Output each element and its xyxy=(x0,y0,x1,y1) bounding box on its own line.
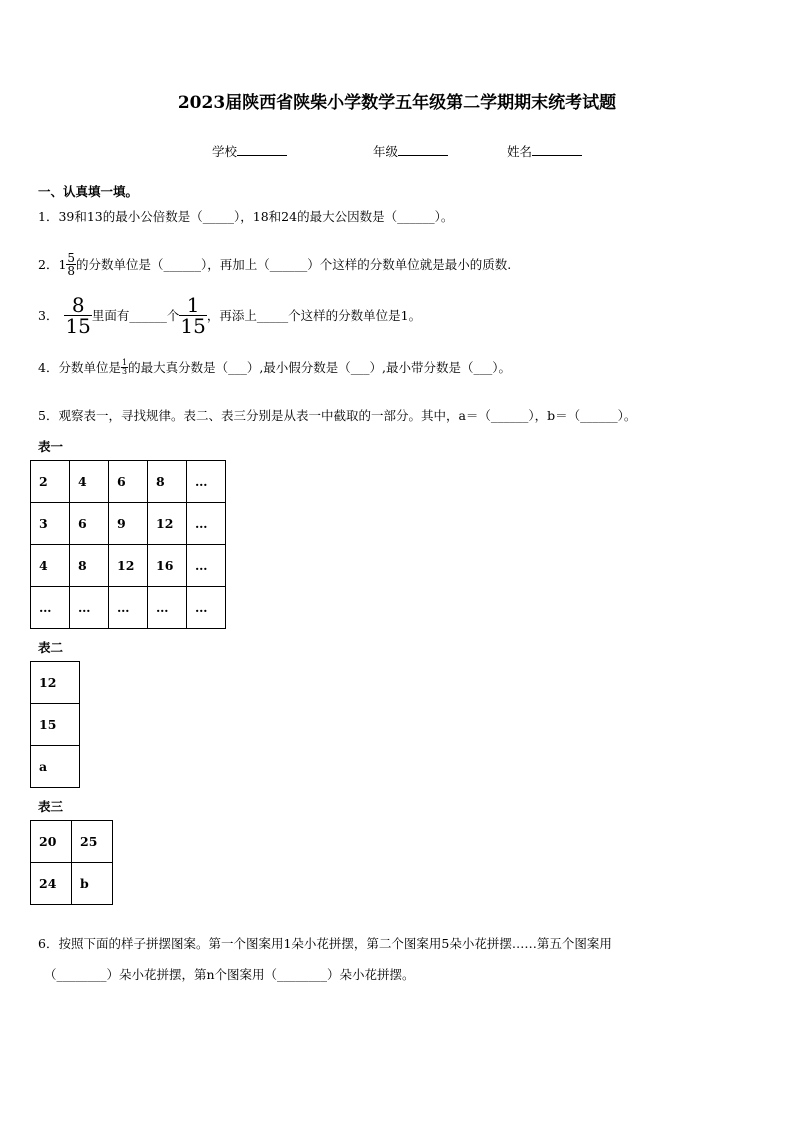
table-cell: 4 xyxy=(70,461,109,503)
table-cell: 4 xyxy=(31,545,70,587)
table-cell: 20 xyxy=(31,821,72,863)
question-6-line-1: 6．按照下面的样子拼摆图案。第一个图案用1朵小花拼摆，第二个图案用5朵小花拼摆……第五个图案用 xyxy=(38,936,612,951)
table-1-label: 表一 xyxy=(38,439,64,454)
table-row xyxy=(31,704,80,746)
table-cell: … xyxy=(148,587,187,629)
fraction-denominator: 8 xyxy=(67,263,76,278)
fraction-denominator: 3 xyxy=(121,366,128,376)
table-cell: … xyxy=(31,587,70,629)
table-cell: 2 xyxy=(31,461,70,503)
table-cell: a xyxy=(31,746,80,788)
table-cell: … xyxy=(187,587,226,629)
table-row xyxy=(31,863,113,905)
question-3-prefix: 3． xyxy=(38,308,59,323)
table-row xyxy=(31,662,80,704)
question-4-prefix: 4．分数单位是 xyxy=(38,360,121,375)
fraction-numerator: 1 xyxy=(121,357,128,367)
school-label: 学校 xyxy=(212,144,238,159)
table-row xyxy=(31,461,226,503)
grade-label: 年级 xyxy=(373,144,399,159)
table-cell: b xyxy=(72,863,113,905)
name-field xyxy=(507,142,582,160)
table-cell: 12 xyxy=(31,662,80,704)
table-cell: 24 xyxy=(31,863,72,905)
page-title: 2023届陕西省陕柴小学数学五年级第二学期期末统考试题 xyxy=(177,93,617,113)
fraction-1-3 xyxy=(121,359,128,376)
fraction-denominator: 15 xyxy=(180,313,206,338)
table-row xyxy=(31,821,113,863)
name-label: 姓名 xyxy=(507,144,533,159)
fraction-numerator: 8 xyxy=(64,295,91,316)
question-1: 1．39和13的最小公倍数是（_____），18和24的最大公因数是（______）。 xyxy=(38,209,454,224)
table-cell: 3 xyxy=(31,503,70,545)
section-heading: 一、认真填一填。 xyxy=(38,184,139,199)
question-6-line-2: （________）朵小花拼摆，第n个图案用（________）朵小花拼摆。 xyxy=(44,967,415,982)
table-2-label: 表二 xyxy=(38,640,64,655)
fraction-denominator: 15 xyxy=(65,313,91,338)
fraction-numerator: 1 xyxy=(179,295,206,316)
table-row xyxy=(31,587,226,629)
table-cell: … xyxy=(109,587,148,629)
table-cell: 15 xyxy=(31,704,80,746)
table-cell: … xyxy=(187,545,226,587)
table-2 xyxy=(30,661,80,788)
school-field xyxy=(212,142,287,160)
table-cell: 6 xyxy=(109,461,148,503)
table-row xyxy=(31,545,226,587)
question-3-text: ，再添上_____个这样的分数单位是1。 xyxy=(206,308,422,323)
table-row xyxy=(31,746,80,788)
mixed-fraction xyxy=(66,252,76,277)
table-row xyxy=(31,503,226,545)
fraction-1-15 xyxy=(179,292,206,338)
table-cell: 12 xyxy=(109,545,148,587)
table-cell: 9 xyxy=(109,503,148,545)
question-3 xyxy=(38,294,421,336)
fraction-8-15 xyxy=(64,292,91,338)
grade-field xyxy=(373,142,448,160)
table-cell: … xyxy=(187,461,226,503)
question-3-mid: 里面有______个 xyxy=(91,308,180,323)
question-2 xyxy=(38,244,511,284)
table-cell: 12 xyxy=(148,503,187,545)
table-cell: 25 xyxy=(72,821,113,863)
question-5: 5．观察表一，寻找规律。表二、表三分别是从表一中截取的一部分。其中，a＝（______），b＝（______）。 xyxy=(38,408,637,423)
table-cell: 6 xyxy=(70,503,109,545)
table-3 xyxy=(30,820,113,905)
table-cell: 8 xyxy=(70,545,109,587)
table-1 xyxy=(30,460,226,629)
question-2-text: 的分数单位是（______），再加上（______）个这样的分数单位就是最小的质数. xyxy=(76,257,512,272)
table-3-label: 表三 xyxy=(38,799,64,814)
question-2-prefix: 2．1 xyxy=(38,257,67,272)
table-cell: … xyxy=(70,587,109,629)
question-4-text: 的最大真分数是（___）,最小假分数是（___）,最小带分数是（___）。 xyxy=(128,360,512,375)
question-4 xyxy=(38,356,511,378)
table-cell: 16 xyxy=(148,545,187,587)
fraction-numerator: 5 xyxy=(67,250,76,265)
table-cell: … xyxy=(187,503,226,545)
table-cell: 8 xyxy=(148,461,187,503)
